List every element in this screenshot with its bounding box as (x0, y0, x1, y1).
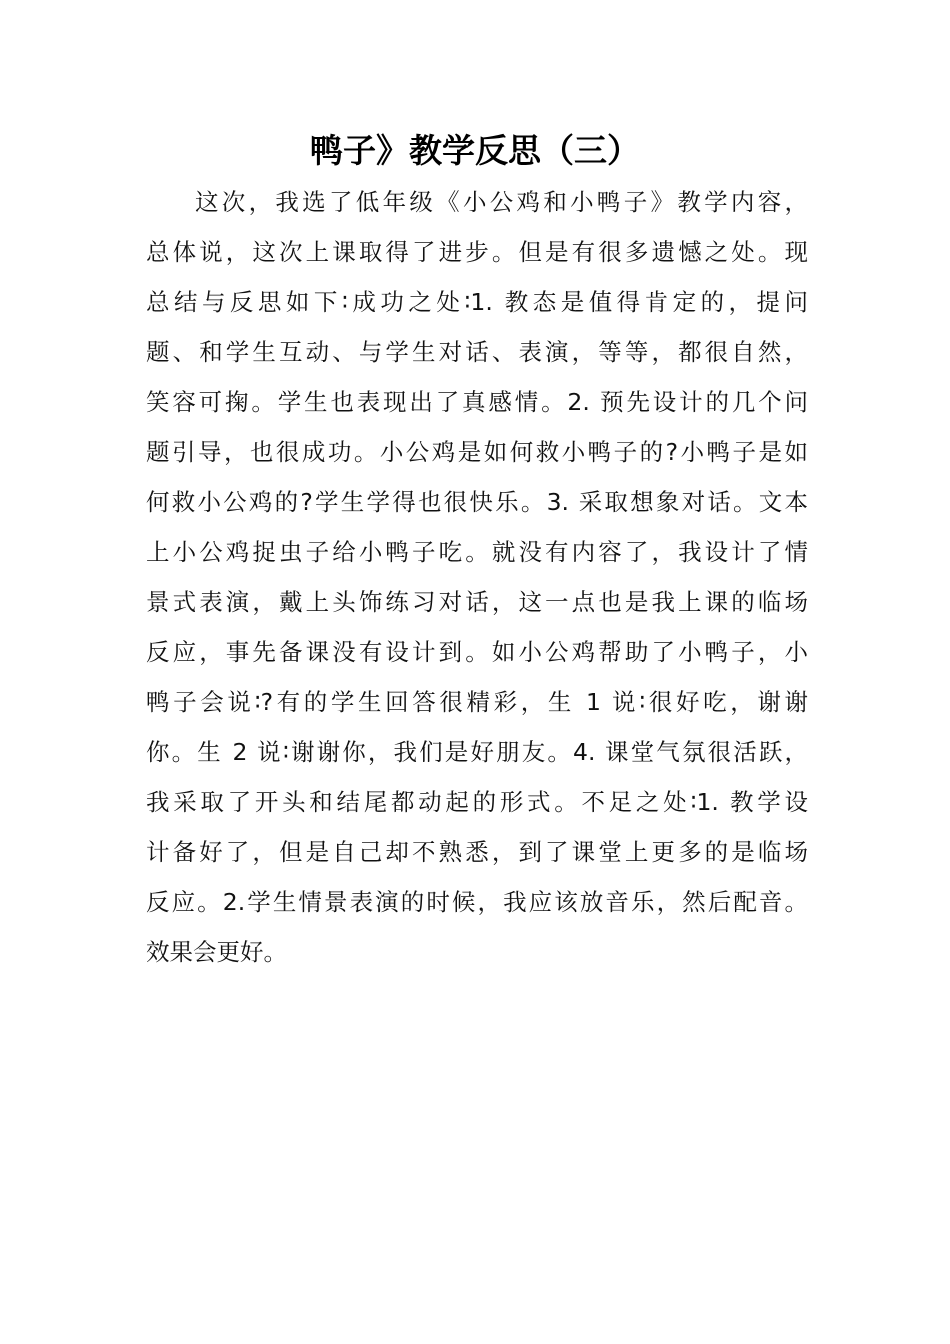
body-line: 反应。2.学生情景表演的时候，我应该放音乐，然后配音。 (146, 888, 808, 916)
body-line: 你。生 2 说∶谢谢你，我们是好朋友。4. 课堂气氛很活跃， (146, 738, 808, 766)
document-title: 鸭子》教学反思（三） (310, 131, 640, 170)
body-line: 上小公鸡捉虫子给小鸭子吃。就没有内容了，我设计了情 (146, 538, 808, 566)
body-line: 鸭子会说∶?有的学生回答很精彩，生 1 说∶很好吃，谢谢 (146, 688, 808, 716)
body-line: 笑容可掬。学生也表现出了真感情。2. 预先设计的几个问 (146, 388, 808, 416)
body-line: 题、和学生互动、与学生对话、表演，等等，都很自然， (146, 338, 808, 366)
document-body (146, 177, 808, 977)
body-line: 我采取了开头和结尾都动起的形式。不足之处∶1. 教学设 (146, 788, 808, 816)
body-line: 景式表演，戴上头饰练习对话，这一点也是我上课的临场 (146, 588, 808, 616)
body-line: 总体说，这次上课取得了进步。但是有很多遗憾之处。现 (146, 238, 808, 266)
body-line: 这次，我选了低年级《小公鸡和小鸭子》教学内容， (195, 188, 808, 216)
body-line: 总结与反思如下∶成功之处∶1. 教态是值得肯定的，提问 (146, 288, 808, 316)
body-line: 题引导，也很成功。小公鸡是如何救小鸭子的?小鸭子是如 (146, 438, 808, 466)
body-line: 反应，事先备课没有设计到。如小公鸡帮助了小鸭子，小 (146, 638, 808, 666)
body-line: 计备好了，但是自己却不熟悉，到了课堂上更多的是临场 (146, 838, 808, 866)
body-line: 何救小公鸡的?学生学得也很快乐。3. 采取想象对话。文本 (146, 488, 808, 516)
body-line: 效果会更好。 (146, 938, 287, 966)
